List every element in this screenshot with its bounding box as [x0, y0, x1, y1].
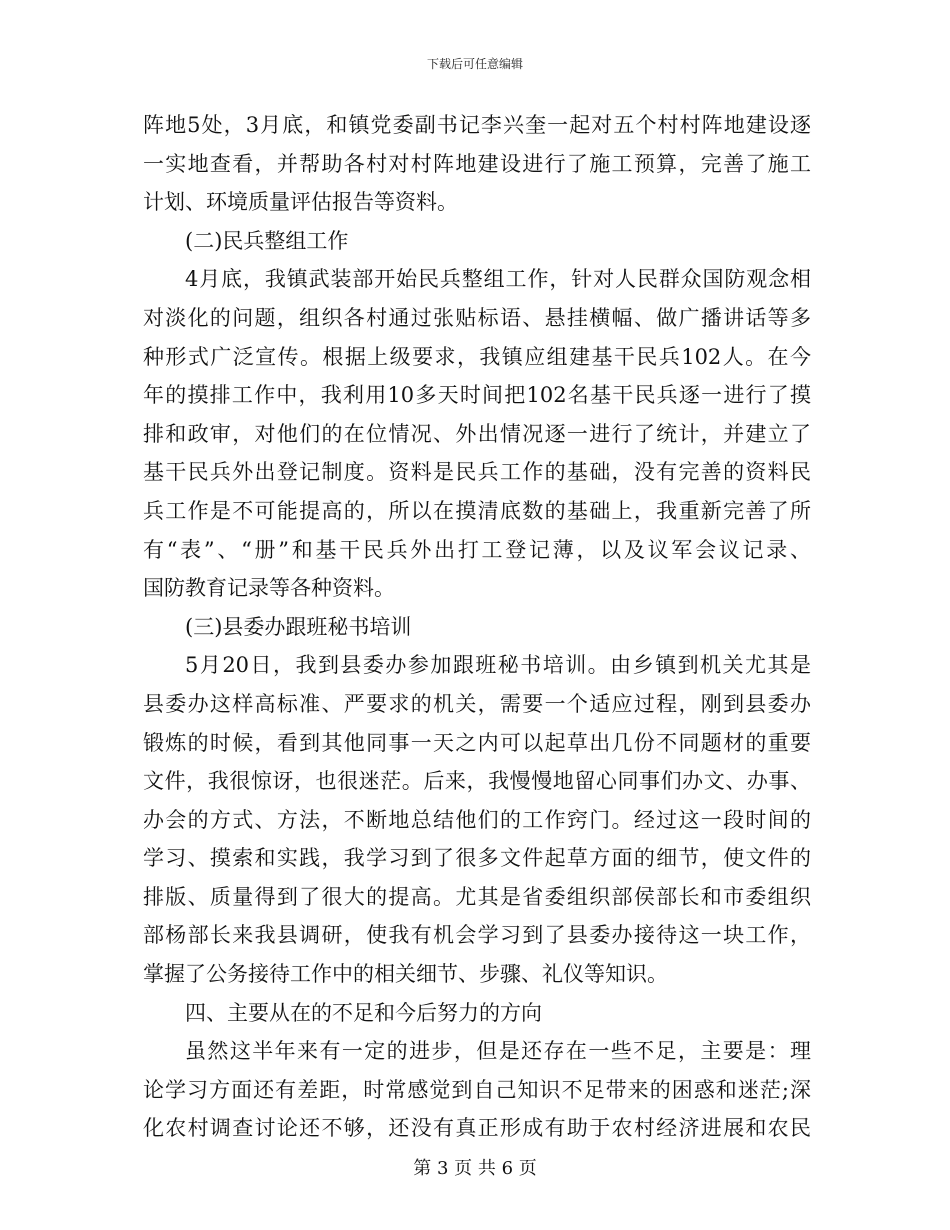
text-line: 阵地5处，3月底，和镇党委副书记李兴奎一起对五个村村阵地建设逐: [143, 113, 811, 137]
text-line: 办会的方式、方法，不断地总结他们的工作窍门。经过这一段时间的: [143, 807, 811, 832]
text-line: 一实地查看，并帮助各村对村阵地建设进行了施工预算，完善了施工: [143, 151, 811, 176]
text-line: 5月20日，我到县委办参加跟班秘书培训。由乡镇到机关尤其是: [185, 653, 811, 678]
document-body: [143, 106, 811, 1148]
text-line: 计划、环境质量评估报告等资料。: [143, 190, 458, 215]
text-line: 县委办这样高标准、严要求的机关，需要一个适应过程，刚到县委办: [143, 691, 811, 716]
text-line: 排版、质量得到了很大的提高。尤其是省委组织部侯部长和市委组织: [143, 884, 811, 909]
text-line: 4月底，我镇武装部开始民兵整组工作，针对人民群众国防观念相: [185, 267, 811, 292]
text-line: 兵工作是不可能提高的，所以在摸清底数的基础上，我重新完善了所: [143, 498, 811, 523]
text-line: 化农村调查讨论还不够，还没有真正形成有助于农村经济进展和农民: [143, 1116, 811, 1141]
text-line: 虽然这半年来有一定的进步，但是还存在一些不足，主要是：理: [185, 1039, 811, 1064]
text-line: 基干民兵外出登记制度。资料是民兵工作的基础，没有完善的资料民: [143, 460, 811, 485]
text-line: 部杨部长来我县调研，使我有机会学习到了县委办接待这一块工作，: [143, 923, 811, 948]
text-line: 学习、摸索和实践，我学习到了很多文件起草方面的细节，使文件的: [143, 846, 811, 871]
text-line: (三)县委办跟班秘书培训: [185, 614, 412, 639]
text-line: 年的摸排工作中，我利用10多天时间把102名基干民兵逐一进行了摸: [143, 383, 811, 408]
text-line: 锻炼的时候，看到其他同事一天之内可以起草出几份不同题材的重要: [143, 730, 811, 755]
text-line: 四、主要从在的不足和今后努力的方向: [185, 1000, 542, 1025]
text-line: 文件，我很惊讶，也很迷茫。后来，我慢慢地留心同事们办文、办事、: [143, 769, 811, 794]
text-line: 对淡化的问题，组织各村通过张贴标语、悬挂横幅、做广播讲话等多: [143, 305, 811, 330]
page-footer: 第 3 页 共 6 页: [413, 1158, 537, 1179]
text-line: (二)民兵整组工作: [185, 228, 349, 253]
text-line: 种形式广泛宣传。根据上级要求，我镇应组建基干民兵102人。在今: [143, 344, 811, 369]
text-line: 掌握了公务接待工作中的相关细节、步骤、礼仪等知识。: [143, 962, 668, 987]
text-line: 排和政审，对他们的在位情况、外出情况逐一进行了统计，并建立了: [143, 421, 811, 446]
page-header: 下载后可任意编辑: [426, 57, 523, 71]
text-line: 论学习方面还有差距，时常感觉到自己知识不足带来的困惑和迷茫;深: [143, 1077, 811, 1102]
text-line: 有“表”、“册”和基干民兵外出打工登记薄，以及议军会议记录、: [143, 537, 811, 562]
text-line: 国防教育记录等各种资料。: [143, 576, 395, 601]
